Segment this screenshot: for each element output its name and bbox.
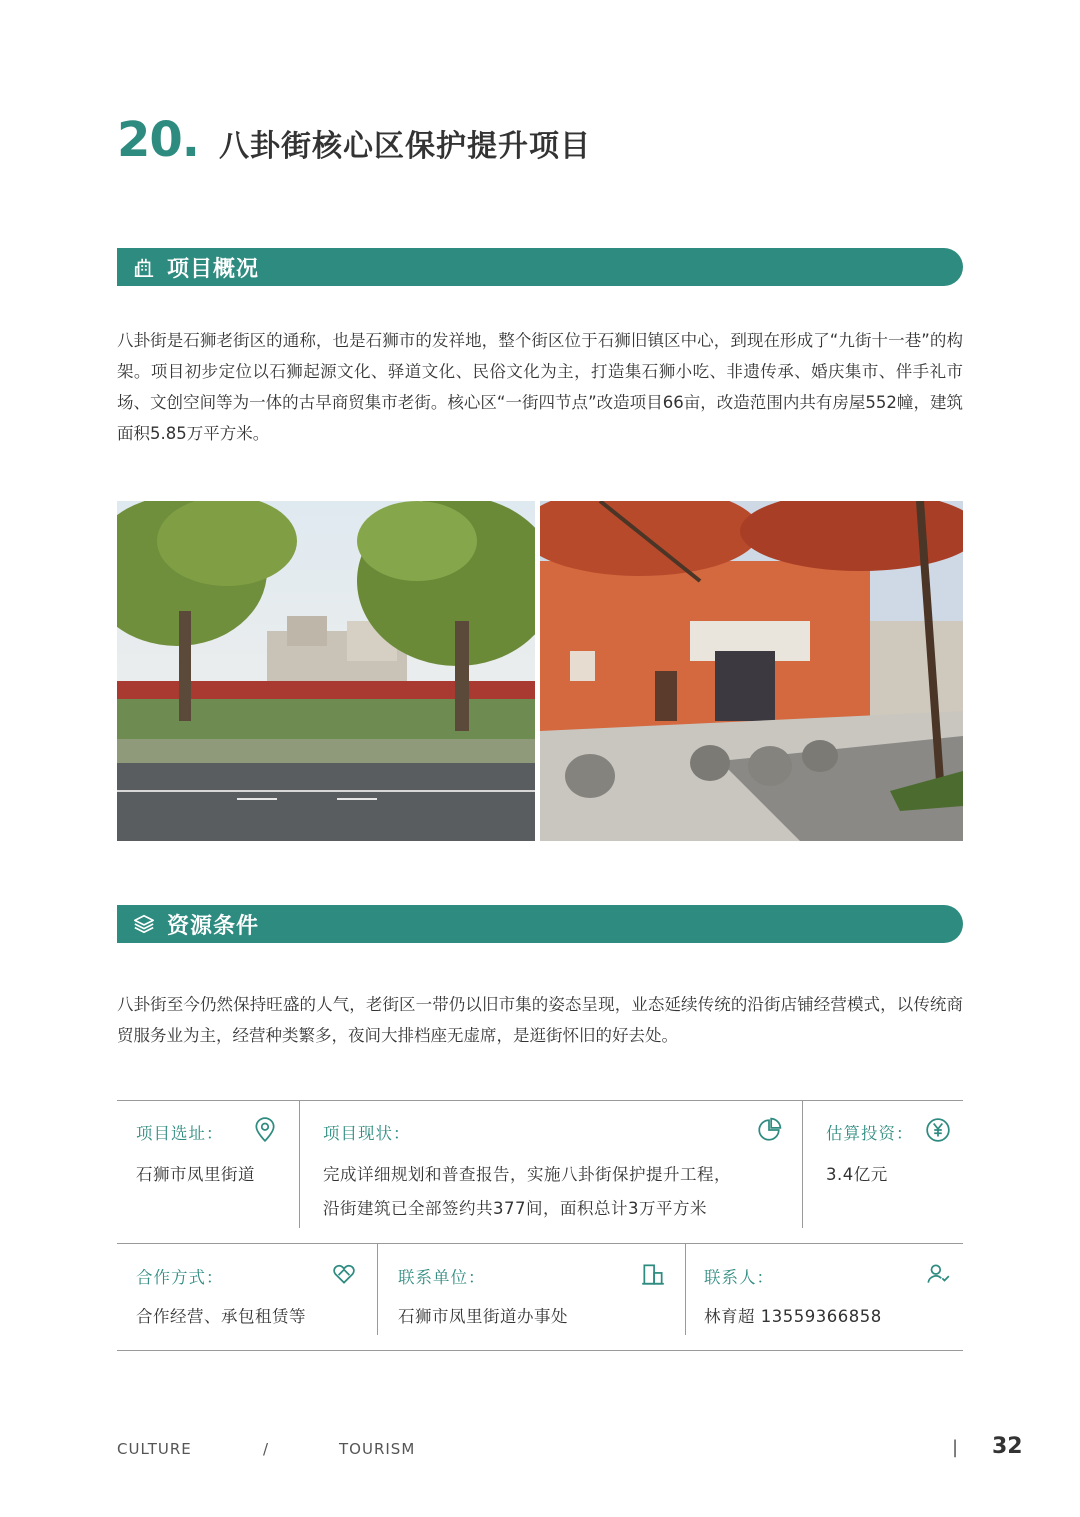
footer-culture: CULTURE [117, 1440, 192, 1458]
footer-tourism: TOURISM [339, 1440, 416, 1458]
handshake-heart-icon [331, 1261, 357, 1287]
street-rendering-photo [117, 501, 535, 841]
cooperation-label: 合作方式： [136, 1268, 224, 1287]
cooperation-value: 合作经营、承包租赁等 [136, 1307, 306, 1326]
page-number: 32 [992, 1434, 1023, 1459]
table-rule-middle [117, 1243, 963, 1244]
section-header-overview [117, 248, 963, 286]
contact-label: 联系人： [704, 1268, 774, 1287]
table-divider [377, 1244, 378, 1335]
footer-slash: / [263, 1440, 270, 1458]
courtyard-rendering-photo [540, 501, 963, 841]
resources-paragraph: 八卦街至今仍然保持旺盛的人气，老街区一带仍以旧市集的姿态呈现，业态延续传统的沿街店铺经营模式，以传统商贸服务业为主，经营种类繁多，夜间大排档座无虚席，是逛街怀旧的好去处。 [117, 995, 963, 1045]
yuan-icon [925, 1117, 951, 1143]
location-pin-icon [252, 1117, 278, 1143]
investment-label: 估算投资： [826, 1124, 914, 1143]
table-divider [299, 1100, 300, 1228]
section-title-resources: 资源条件 [167, 913, 260, 939]
project-number: 20. [117, 112, 200, 168]
status-label: 项目现状： [323, 1124, 411, 1143]
table-rule-top [117, 1100, 963, 1101]
location-value: 石狮市凤里街道 [136, 1165, 255, 1184]
section-header-resources [117, 905, 963, 943]
contact-value: 林育超 13559366858 [704, 1307, 882, 1326]
page-title [117, 112, 591, 168]
table-divider [802, 1100, 803, 1228]
overview-paragraph: 八卦街是石狮老街区的通称，也是石狮市的发祥地，整个街区位于石狮旧镇区中心，到现在形成了“九街十一巷”的构架。项目初步定位以石狮起源文化、驿道文化、民俗文化为主，打造集石狮小吃、非遗传承、婚庆集市、伴手礼市场、文创空间等为一体的古早商贸集市老街。核心区“一街四节点”改造项目66亩，改造范围内共有房屋552幢，建筑面积5.85万平方米。 [117, 331, 963, 443]
building-icon [640, 1261, 666, 1287]
unit-value: 石狮市凤里街道办事处 [398, 1307, 568, 1326]
pie-chart-icon [756, 1117, 782, 1143]
table-divider [685, 1244, 686, 1335]
investment-value: 3.4亿元 [826, 1165, 888, 1184]
person-icon [925, 1261, 951, 1287]
location-label: 项目选址： [136, 1124, 224, 1143]
status-value-line1: 完成详细规划和普查报告，实施八卦街保护提升工程， [323, 1165, 731, 1184]
building-icon [133, 256, 155, 278]
table-rule-bottom [117, 1350, 963, 1351]
footer-divider: | [952, 1437, 960, 1458]
project-title: 八卦街核心区保护提升项目 [219, 129, 592, 164]
unit-label: 联系单位： [398, 1268, 486, 1287]
status-value-line2: 沿街建筑已全部签约共377间，面积总计3万平方米 [323, 1199, 707, 1218]
section-title-overview: 项目概况 [167, 256, 260, 282]
layers-icon [133, 913, 155, 935]
